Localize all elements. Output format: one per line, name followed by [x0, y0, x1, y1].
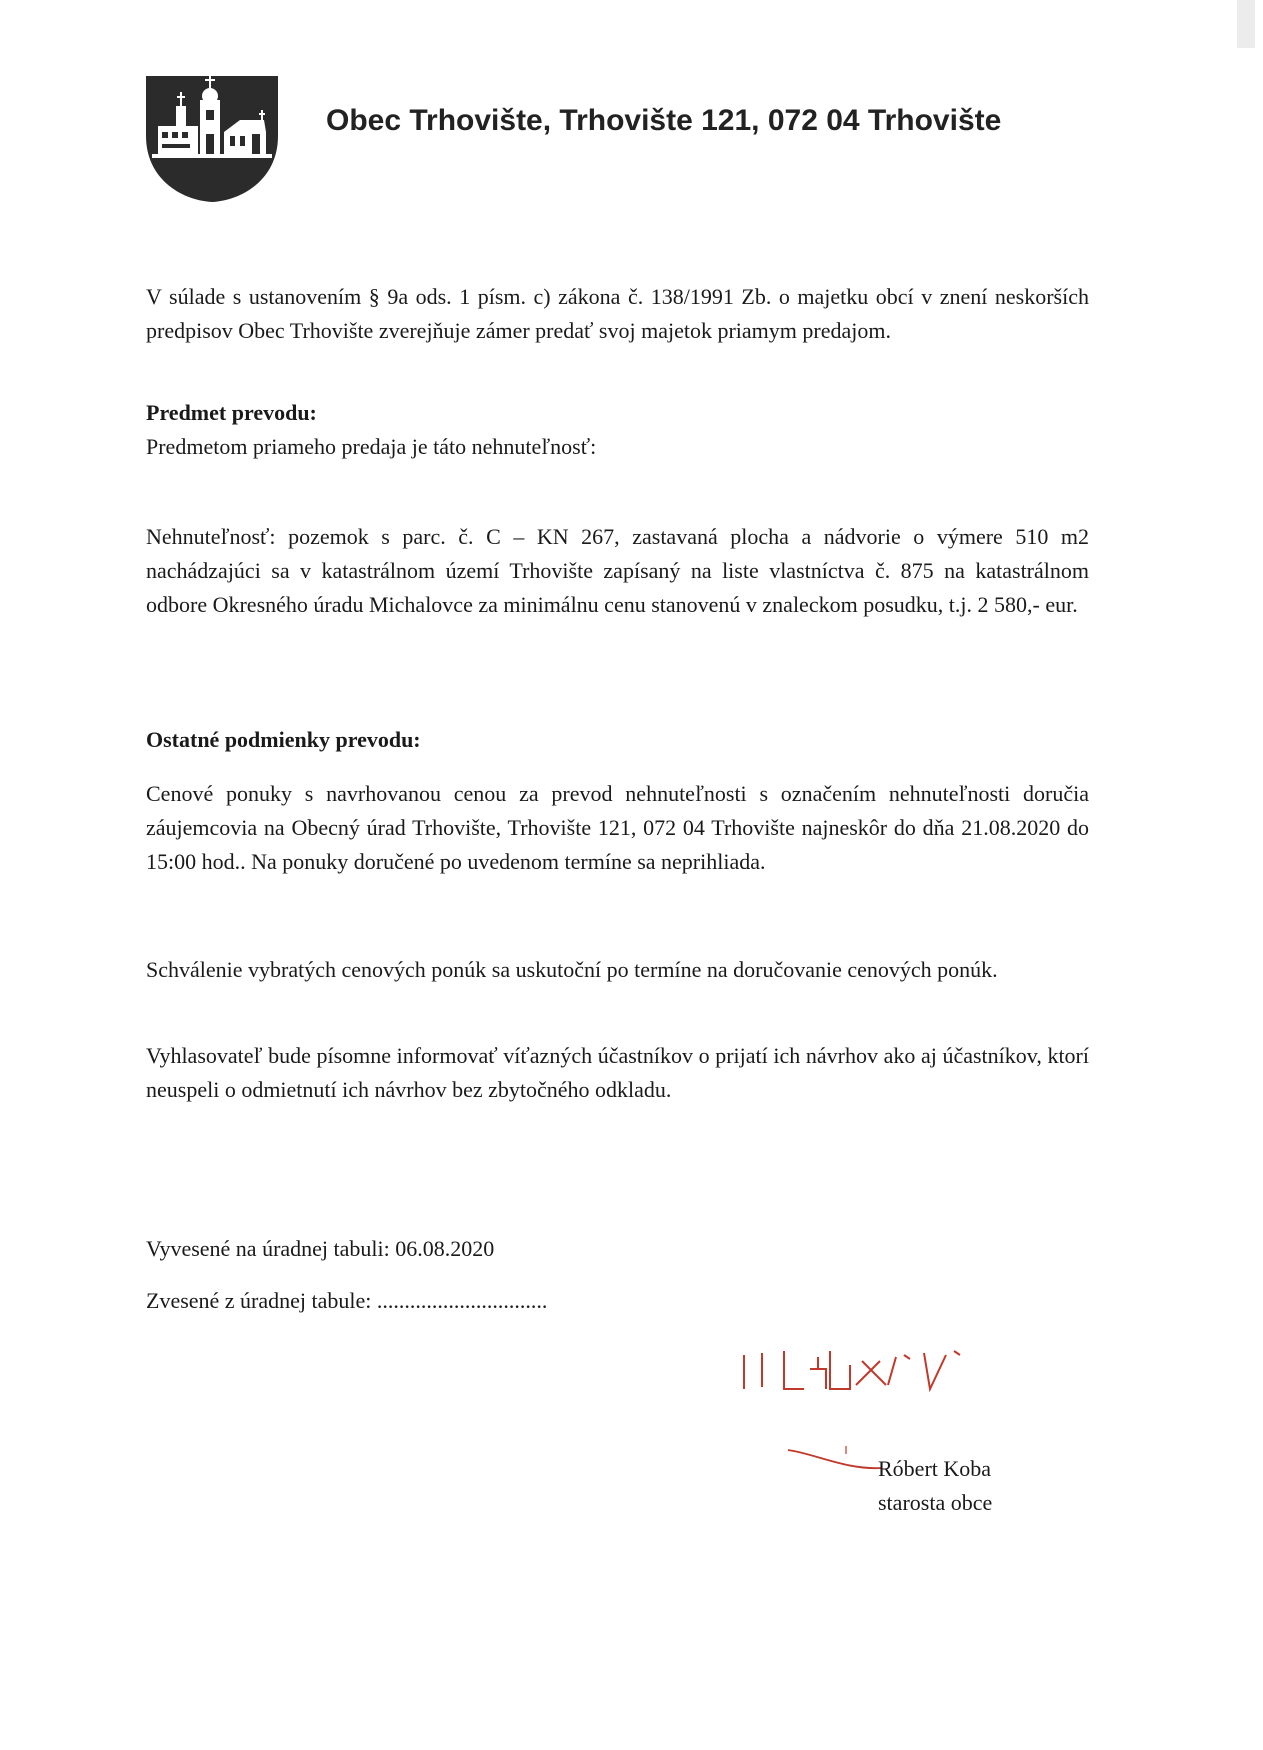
signatory-title: starosta obce — [878, 1490, 993, 1515]
signature-mark — [740, 1345, 1000, 1395]
intro-paragraph: V súlade s ustanovením § 9a ods. 1 písm. c) zákona č. 138/1991 Zb. o majetku obcí v znení neskorších predpisov Obec Trhovište zverejňuje zámer predať svoj majetok priamym predajom. — [146, 284, 1089, 343]
subject-lead: Predmetom priameho predaja je táto nehnuteľnosť: — [146, 434, 597, 459]
document-header-title: Obec Trhovište, Trhovište 121, 072 04 Trhovište — [326, 104, 1002, 137]
removed-date: Zvesené z úradnej tabule: ............................... — [146, 1288, 548, 1313]
conditions-paragraph-approval: Schválenie vybratých cenových ponúk sa uskutoční po termíne na doručovanie cenových ponúk. — [146, 957, 998, 982]
signatory-name: Róbert Koba — [878, 1456, 992, 1481]
coat-of-arms-logo — [144, 74, 280, 204]
subject-heading: Predmet prevodu: — [146, 400, 317, 425]
property-description: Nehnuteľnosť: pozemok s parc. č. C – KN 267, zastavaná plocha a nádvorie o výmere 510 m2 nachádzajúci sa v katastrálnom území Trhovište zapísaný na liste vlastníctva č. 875 na katastrálnom odbore Okresného úradu Michalovce za minimálnu cenu stanovenú v znaleckom posudku, t.j. 2 580,- eur. — [146, 524, 1089, 617]
conditions-heading: Ostatné podmienky prevodu: — [146, 727, 421, 752]
signatory-block — [878, 1452, 992, 1520]
signature-stroke — [786, 1444, 884, 1474]
conditions-paragraph-notification: Vyhlasovateľ bude písomne informovať víťazných účastníkov o prijatí ich návrhov ako aj účastníkov, ktorí neuspeli o odmietnutí ich návrhov bez zbytočného odkladu. — [146, 1043, 1089, 1102]
scan-edge — [1237, 0, 1255, 48]
posted-date: Vyvesené na úradnej tabuli: 06.08.2020 — [146, 1236, 495, 1261]
conditions-paragraph-offers: Cenové ponuky s navrhovanou cenou za prevod nehnuteľnosti s označením nehnuteľnosti doručia záujemcovia na Obecný úrad Trhovište, Trhovište 121, 072 04 Trhovište najneskôr do dňa 21.08.2020 do 15:00 hod.. Na ponuky doručené po uvedenom termíne sa neprihliada. — [146, 781, 1089, 874]
